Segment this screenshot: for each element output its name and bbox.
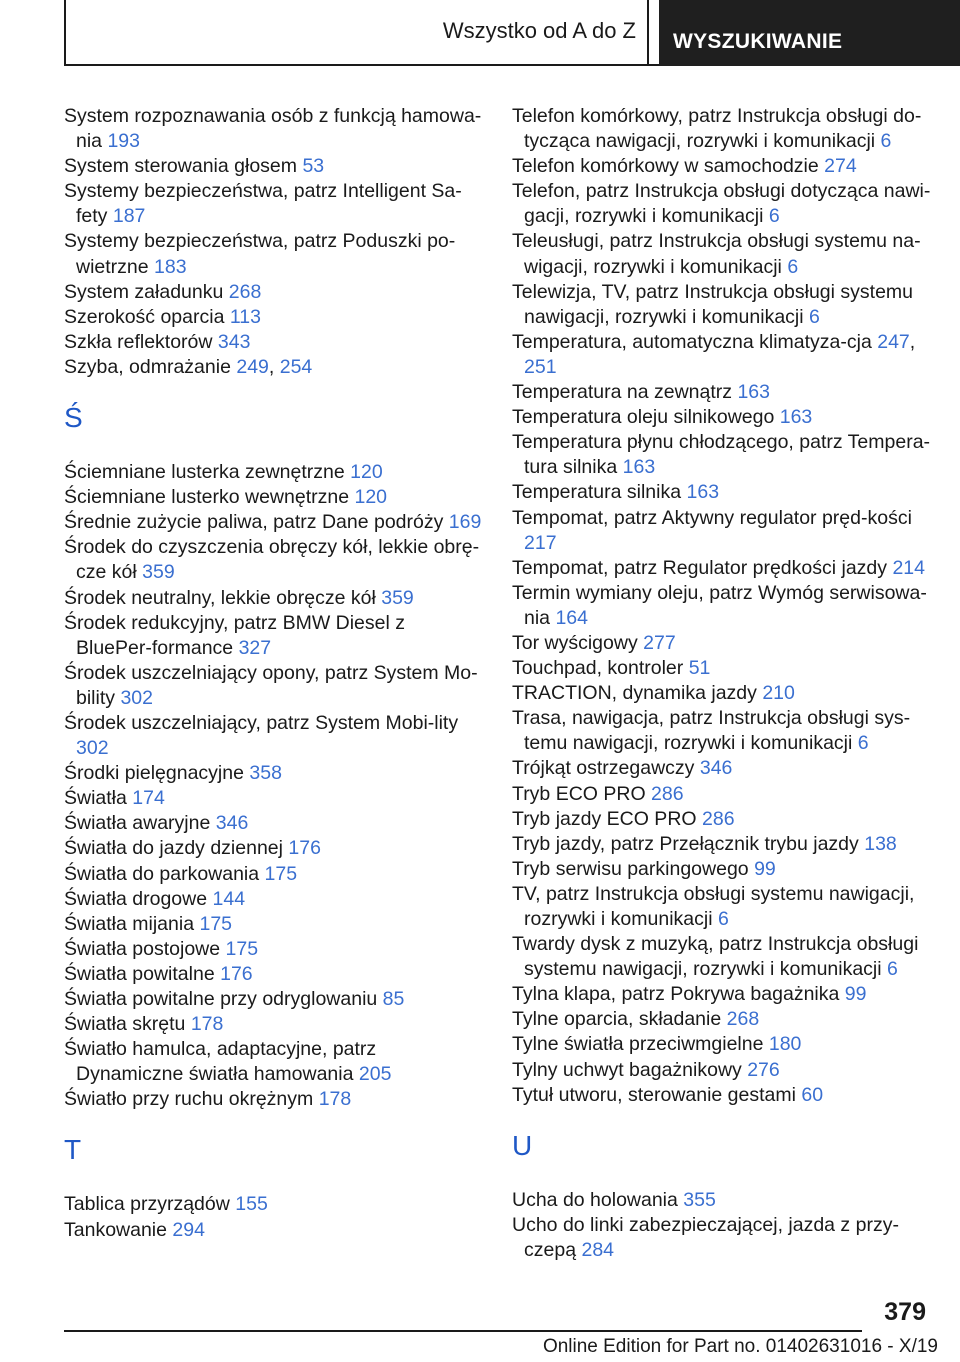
index-column-right [512, 104, 937, 1263]
index-entry-term: Tryb jazdy, patrz Przełącznik trybu jazdy [512, 832, 859, 855]
page-reference-link[interactable]: 193 [107, 130, 140, 153]
page-reference-link[interactable]: 249 [236, 355, 269, 378]
index-entry-term: Środek uszczelniający, patrz System Mobi-lity [64, 711, 459, 734]
index-entry-term: Temperatura płynu chłodzącego, patrz Tempera-tura silnika [512, 431, 931, 479]
edition-info: Online Edition for Part no. 01402631016 - X/19 [542, 1336, 938, 1357]
index-letter-heading: Ś [64, 402, 83, 434]
index-entry-term: Systemy bezpieczeństwa, patrz Intelligent Sa-fety [64, 180, 462, 228]
index-entry [512, 154, 937, 179]
index-entry-term: System załadunku [64, 280, 224, 303]
page-reference-link[interactable]: 164 [555, 606, 588, 629]
index-entry [64, 485, 484, 510]
index-entry [64, 535, 484, 585]
page-reference-link[interactable]: 6 [887, 958, 898, 981]
page-reference-link[interactable]: 268 [228, 280, 262, 303]
index-entry [64, 330, 484, 355]
index-entry [64, 937, 484, 962]
index-entry-term: System sterowania głosem [64, 155, 298, 178]
page-reference-link[interactable]: 6 [880, 130, 892, 153]
index-entry-term: Termin wymiany oleju, patrz Wymóg serwisowa-nia [512, 581, 927, 629]
index-column-left [64, 104, 484, 1243]
index-entry-term: Światła awaryjne [64, 812, 211, 835]
index-entry [512, 430, 937, 480]
page-reference-link[interactable]: 217 [524, 531, 557, 554]
index-entry [64, 761, 484, 786]
page-reference-link[interactable]: 163 [622, 456, 656, 479]
page-number: 379 [884, 1298, 926, 1326]
index-entry-term: TRACTION, dynamika jazdy [512, 682, 757, 705]
index-entry [64, 510, 484, 535]
page-reference-link[interactable]: 176 [220, 962, 253, 985]
index-entry [512, 832, 937, 857]
index-entry-term: System rozpoznawania osób z funkcją hamowa-nia [64, 105, 482, 153]
page-reference-link[interactable]: 355 [683, 1188, 716, 1211]
index-entry-term: Środek do czyszczenia obręczy kół, lekkie obrę-cze kół [64, 536, 480, 584]
page-reference-link[interactable]: 120 [354, 486, 388, 509]
index-entry-term: Światła powitalne [64, 962, 215, 985]
index-entry: Szyba, odmrażanie 249, 254 [64, 355, 313, 378]
index-entry-term: Środek uszczelniający opony, patrz System Mo-bility [64, 661, 478, 709]
section-tab[interactable]: WYSZUKIWANIE [659, 0, 960, 66]
page-reference-link[interactable]: 174 [132, 787, 165, 810]
index-entry [512, 656, 937, 681]
page-reference-link[interactable]: 277 [643, 631, 676, 654]
index-entry-term: Trójkąt ostrzegawczy [512, 757, 695, 780]
index-entry-term: Tytuł utworu, sterowanie gestami [512, 1083, 796, 1106]
index-entry [64, 711, 484, 761]
index-entry [64, 887, 484, 912]
page-reference-link[interactable]: 346 [699, 757, 733, 780]
index-entry-term: Światła do parkowania [64, 862, 260, 885]
index-entry [512, 405, 937, 430]
index-entry [64, 104, 484, 154]
index-entry-term: Tor wyścigowy [512, 631, 638, 654]
index-entry-term: Światła do jazdy dziennej [64, 837, 283, 860]
index-entry [512, 631, 937, 656]
index-entry [512, 681, 937, 706]
page-reference-link[interactable]: 6 [768, 205, 780, 228]
page-reference-link[interactable]: 302 [120, 686, 153, 709]
index-entry [64, 154, 484, 179]
page-reference-link[interactable]: 155 [235, 1193, 268, 1216]
index-entry [512, 807, 937, 832]
index-entry-term: Telewizja, TV, patrz Instrukcja obsługi systemu nawigacji, rozrywki i komunikacji [512, 280, 914, 328]
index-entry-term: Tablica przyrządów [64, 1193, 230, 1216]
page-reference-link[interactable]: 284 [581, 1238, 615, 1261]
index-entry [64, 962, 484, 987]
header-rule-divider [647, 0, 649, 66]
index-entry [512, 782, 937, 807]
page-reference-link[interactable]: 187 [112, 205, 146, 228]
index-entry-term: Światła postojowe [64, 937, 221, 960]
index-entry-term: Światła skrętu [64, 1013, 186, 1036]
page-reference-link[interactable]: 175 [199, 912, 233, 935]
index-entry [64, 811, 484, 836]
index-entry-term: Światło hamulca, adaptacyjne, patrz Dynamiczne światła hamowania [64, 1038, 377, 1086]
index-entry-term: Twardy dysk z muzyką, patrz Instrukcja obsługi systemu nawigacji, rozrywki i komunikacji [512, 933, 919, 981]
index-entry [512, 179, 937, 229]
index-entry-term: Szyba, odmrażanie [64, 355, 231, 378]
index-entry-term: Tryb jazdy ECO PRO [512, 807, 697, 830]
page-reference-link[interactable]: 6 [717, 908, 729, 930]
page-reference-link[interactable]: 358 [249, 762, 282, 785]
index-entry-term: Światła powitalne przy odryglowaniu [64, 988, 378, 1010]
index-entry-term: Tryb ECO PRO [512, 782, 646, 805]
page-reference-link[interactable]: 359 [142, 561, 175, 584]
index-entry [64, 280, 484, 305]
index-entry-term: Światła [64, 787, 127, 810]
index-entry [512, 581, 937, 631]
page-reference-link[interactable]: 120 [350, 461, 383, 484]
index-entry [64, 862, 484, 887]
page-reference-link[interactable]: 175 [264, 862, 298, 885]
footer-rule [64, 1330, 862, 1332]
page-reference-link[interactable]: 163 [737, 381, 770, 404]
page-reference-link[interactable]: 6 [857, 732, 869, 755]
index-entry-term: Touchpad, kontroler [512, 657, 684, 680]
index-letter-heading: T [64, 1134, 82, 1166]
index-entry [512, 380, 937, 405]
page-reference-link[interactable]: 254 [279, 355, 313, 378]
index-entry: Temperatura, automatyczna klimatyza-cja 247, 251 [512, 330, 916, 378]
index-entry [64, 836, 484, 861]
index-entry [64, 987, 484, 1012]
index-entry-term: Światła drogowe [64, 887, 208, 910]
header-rule-bottom [64, 64, 664, 66]
page-reference-link[interactable]: 346 [215, 812, 249, 835]
index-entry-term: Tempomat, patrz Aktywny regulator pręd-kości [512, 506, 912, 529]
page-reference-link[interactable]: 144 [212, 887, 246, 910]
index-entry [512, 229, 937, 279]
index-entry-term: Temperatura, automatyczna klimatyza-cja [512, 330, 872, 353]
index-entry [64, 460, 484, 485]
index-entry-term: Szkła reflektorów [64, 330, 213, 353]
page-reference-link[interactable]: 286 [651, 782, 684, 805]
index-entry-term: Ściemniane lusterka zewnętrzne [64, 461, 345, 484]
index-entry-term: Temperatura oleju silnikowego [512, 406, 775, 429]
page-reference-link[interactable]: 205 [358, 1063, 392, 1086]
index-entry-term: Tylne oparcia, składanie [512, 1008, 722, 1031]
index-entry-term: Szerokość oparcia [64, 305, 225, 328]
index-entry-term: Tryb serwisu parkingowego [512, 857, 749, 880]
index-entry [512, 104, 937, 154]
index-entry [512, 706, 937, 756]
page-reference-link[interactable]: 180 [768, 1033, 802, 1056]
page-reference-link[interactable]: 183 [154, 255, 187, 278]
page-reference-link[interactable]: 6 [809, 305, 820, 328]
index-entry [512, 756, 937, 781]
page-reference-link[interactable]: 99 [754, 857, 776, 880]
page-reference-link[interactable]: 163 [779, 406, 813, 429]
index-entry [512, 506, 937, 556]
index-entry-term: Telefon komórkowy w samochodzie [512, 155, 819, 178]
page-reference-link[interactable]: 210 [762, 682, 795, 705]
index-entry-term: Tylne światła przeciwmgielne [512, 1033, 764, 1056]
page-reference-link[interactable]: 163 [686, 481, 720, 504]
index-entry-term: Trasa, nawigacja, patrz Instrukcja obsługi sys-temu nawigacji, rozrywki i komunikacji [512, 707, 911, 755]
index-entry-term: Tempomat, patrz Regulator prędkości jazdy [512, 556, 888, 579]
index-entry-term: Systemy bezpieczeństwa, patrz Poduszki po-wietrzne [64, 230, 456, 278]
page-reference-link[interactable]: 178 [318, 1088, 352, 1111]
page-reference-link[interactable]: 327 [238, 636, 272, 659]
index-entry [512, 1007, 937, 1032]
index-entry [64, 1192, 484, 1217]
page-reference-link[interactable]: 99 [844, 983, 867, 1006]
index-entry [64, 1087, 484, 1112]
index-entry [512, 982, 937, 1007]
index-entry [512, 1083, 937, 1108]
index-entry-term: Tylna klapa, patrz Pokrywa bagażnika [512, 983, 840, 1006]
page-reference-link[interactable]: 247 [877, 330, 910, 353]
index-entry [64, 1037, 484, 1087]
index-entry [64, 179, 484, 229]
index-entry-term: Tankowanie [64, 1218, 167, 1241]
index-entry [512, 1032, 937, 1057]
page-reference-link[interactable]: 302 [76, 737, 109, 760]
index-entry [64, 1012, 484, 1037]
page-reference-link[interactable]: 169 [448, 511, 482, 534]
index-entry-term: Ściemniane lusterko wewnętrzne [64, 486, 350, 509]
index-entry [64, 611, 484, 661]
index-entry [64, 912, 484, 937]
index-entry-term: Średnie zużycie paliwa, patrz Dane podróży [64, 511, 444, 534]
index-entry-term: Teleusługi, patrz Instrukcja obsługi systemu na-wigacji, rozrywki i komunikacji [512, 230, 921, 278]
index-entry-term: Ucha do holowania [512, 1188, 678, 1211]
page-reference-link[interactable]: 176 [288, 837, 321, 860]
index-entry [64, 661, 484, 711]
index-entry [64, 229, 484, 279]
chapter-title: Wszystko od A do Z [442, 18, 636, 43]
index-letter-heading: U [512, 1129, 533, 1161]
index-entry [512, 556, 937, 581]
page-reference-link[interactable]: 294 [172, 1218, 205, 1241]
index-entry [512, 280, 937, 330]
page-reference-link[interactable]: 60 [801, 1083, 824, 1106]
index-entry-term: Światła mijania [64, 912, 195, 935]
index-entry-term: Ucho do linki zabezpieczającej, jazda z przy-czepą [512, 1213, 899, 1261]
index-entry [512, 932, 937, 982]
page-reference-link[interactable]: 251 [524, 355, 557, 378]
index-entry [512, 1058, 937, 1083]
index-entry-term: Środki pielęgnacyjne [64, 762, 244, 785]
index-entry-term: Temperatura silnika [512, 481, 682, 504]
index-entry [512, 480, 937, 505]
index-entry [512, 857, 937, 882]
index-entry-term: Środek neutralny, lekkie obręcze kół [64, 586, 376, 609]
page-reference-link[interactable]: 113 [229, 305, 261, 328]
page-reference-link[interactable]: 178 [190, 1013, 224, 1036]
page-reference-link[interactable]: 276 [747, 1058, 780, 1081]
page-reference-link[interactable]: 268 [726, 1008, 760, 1031]
page-reference-link[interactable]: 274 [824, 155, 857, 178]
page-reference-link[interactable]: 359 [381, 586, 414, 609]
index-entry [64, 586, 484, 611]
index-entry [512, 882, 937, 932]
index-entry-term: Telefon, patrz Instrukcja obsługi dotycząca nawi-gacji, rozrywki i komunikacji [512, 180, 931, 228]
page-reference-link[interactable]: 53 [302, 155, 325, 178]
page-reference-link[interactable]: 175 [225, 937, 259, 960]
index-entry [512, 1188, 937, 1213]
page-reference-link[interactable]: 214 [892, 556, 925, 579]
page-reference-link[interactable]: 343 [217, 330, 251, 353]
index-entry-term: Światło przy ruchu okrężnym [64, 1088, 314, 1111]
index-entry [64, 1218, 484, 1243]
index-entry-term: Tylny uchwyt bagażnikowy [512, 1058, 742, 1081]
page-reference-link[interactable]: 6 [787, 255, 799, 278]
page-reference-link[interactable]: 85 [382, 988, 405, 1010]
index-entry [512, 1213, 937, 1263]
index-entry-term: Środek redukcyjny, patrz BMW Diesel z BluePer-formance [64, 611, 405, 659]
index-entry-term: TV, patrz Instrukcja obsługi systemu nawigacji, rozrywki i komunikacji [512, 882, 915, 930]
index-entry-term: Temperatura na zewnątrz [512, 381, 733, 404]
index-entry [64, 305, 484, 330]
page-reference-link[interactable]: 51 [688, 657, 711, 680]
page-reference-link[interactable]: 138 [864, 832, 897, 855]
page-reference-link[interactable]: 286 [702, 807, 735, 830]
index-entry [64, 786, 484, 811]
index-entry-term: Telefon komórkowy, patrz Instrukcja obsługi do-tycząca nawigacji, rozrywki i komunikacji [512, 105, 922, 153]
